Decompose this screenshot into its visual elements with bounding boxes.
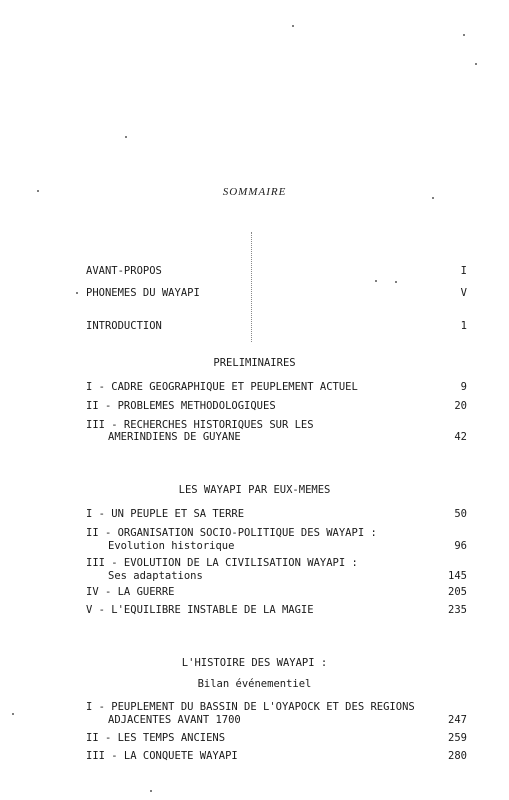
toc-entry: I - PEUPLEMENT DU BASSIN DE L'OYAPOCK ET DES REGIONS [86, 701, 415, 713]
toc-page-number: 9 [460, 381, 467, 393]
toc-page-number: 42 [454, 431, 467, 443]
toc-page-number: V [460, 287, 467, 299]
toc-page-number: 259 [448, 732, 467, 744]
toc-entry: I - UN PEUPLE ET SA TERRE [86, 508, 245, 520]
toc-entry: III - RECHERCHES HISTORIQUES SUR LES [86, 419, 314, 431]
toc-page-number: 96 [454, 540, 467, 552]
scan-speck [395, 281, 397, 283]
scan-speck [475, 63, 477, 65]
toc-entry-continuation: ADJACENTES AVANT 1700 [108, 714, 241, 726]
section-heading-wayapi: LES WAYAPI PAR EUX-MEMES [178, 484, 331, 496]
scan-speck [292, 25, 294, 27]
scan-speck [125, 136, 127, 138]
toc-entry: III - LA CONQUETE WAYAPI [86, 750, 238, 762]
toc-page-number: 50 [454, 508, 467, 520]
toc-entry: III - EVOLUTION DE LA CIVILISATION WAYAPI : [86, 557, 358, 569]
toc-entry: IV - LA GUERRE [86, 586, 175, 598]
toc-entry-phonemes: PHONEMES DU WAYAPI [86, 287, 200, 299]
toc-entry-continuation: Ses adaptations [108, 570, 203, 582]
scan-speck [150, 790, 152, 792]
toc-entry: II - PROBLEMES METHODOLOGIQUES [86, 400, 276, 412]
toc-page-number: I [460, 265, 467, 277]
toc-page-number: 205 [448, 586, 467, 598]
toc-page-number: 235 [448, 604, 467, 616]
toc-page-number: 280 [448, 750, 467, 762]
toc-entry-avant-propos: AVANT-PROPOS [86, 265, 162, 277]
section-heading-preliminaires: PRELIMINAIRES [213, 357, 296, 369]
toc-page-number: 145 [448, 570, 467, 582]
toc-page-number: 20 [454, 400, 467, 412]
page-title: SOMMAIRE [222, 186, 287, 198]
scan-speck [12, 713, 14, 715]
scan-dotted-line [251, 232, 253, 342]
toc-entry: I - CADRE GEOGRAPHIQUE ET PEUPLEMENT ACTUEL [86, 381, 358, 393]
toc-entry-continuation: AMERINDIENS DE GUYANE [108, 431, 241, 443]
toc-page-number: 247 [448, 714, 467, 726]
toc-entry: II - ORGANISATION SOCIO-POLITIQUE DES WAYAPI : [86, 527, 377, 539]
scan-speck [463, 34, 465, 36]
toc-entry-introduction: INTRODUCTION [86, 320, 162, 332]
section-heading-histoire: L'HISTOIRE DES WAYAPI : [181, 657, 328, 669]
scan-speck [76, 292, 78, 294]
section-subheading: Bilan événementiel [197, 678, 312, 690]
toc-entry-continuation: Evolution historique [108, 540, 235, 552]
toc-page-number: 1 [460, 320, 467, 332]
toc-entry: II - LES TEMPS ANCIENS [86, 732, 226, 744]
toc-entry: V - L'EQUILIBRE INSTABLE DE LA MAGIE [86, 604, 314, 616]
scan-speck [375, 280, 377, 282]
